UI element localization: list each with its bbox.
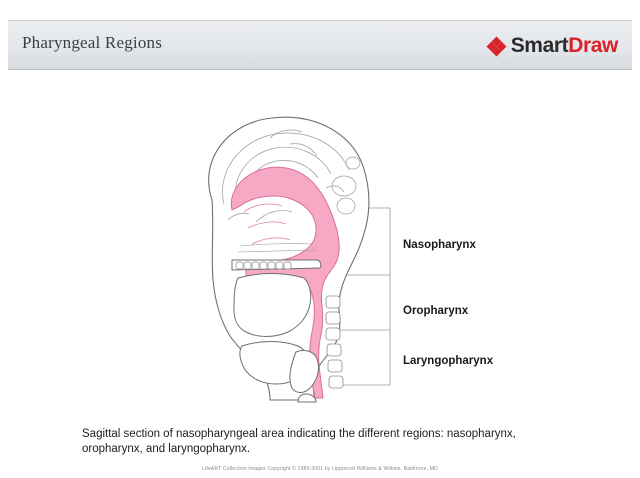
- logo-word-smart: Smart: [510, 34, 569, 57]
- anatomy-illustration: [120, 100, 540, 410]
- label-laryngopharynx: Laryngopharynx: [403, 355, 494, 367]
- slide-header: [8, 20, 632, 70]
- logo-wordmark: [511, 34, 618, 58]
- copyright-credit: LifeART Collection Images Copyright © 1989-2001 by Lippincott Williams & Wilkins, Baltimore, MD: [202, 466, 438, 472]
- label-oropharynx: Oropharynx: [403, 305, 469, 317]
- logo-word-draw: Draw: [568, 34, 618, 57]
- teeth: [236, 262, 291, 269]
- figure-caption: Sagittal section of nasopharyngeal area indicating the different regions: nasopharynx, oropharynx, and laryngopharynx.: [82, 428, 516, 455]
- smartdraw-diamond-icon: [488, 38, 505, 55]
- page-title: Pharyngeal Regions: [22, 33, 163, 52]
- smartdraw-logo: [488, 34, 618, 58]
- label-nasopharynx: Nasopharynx: [403, 239, 476, 251]
